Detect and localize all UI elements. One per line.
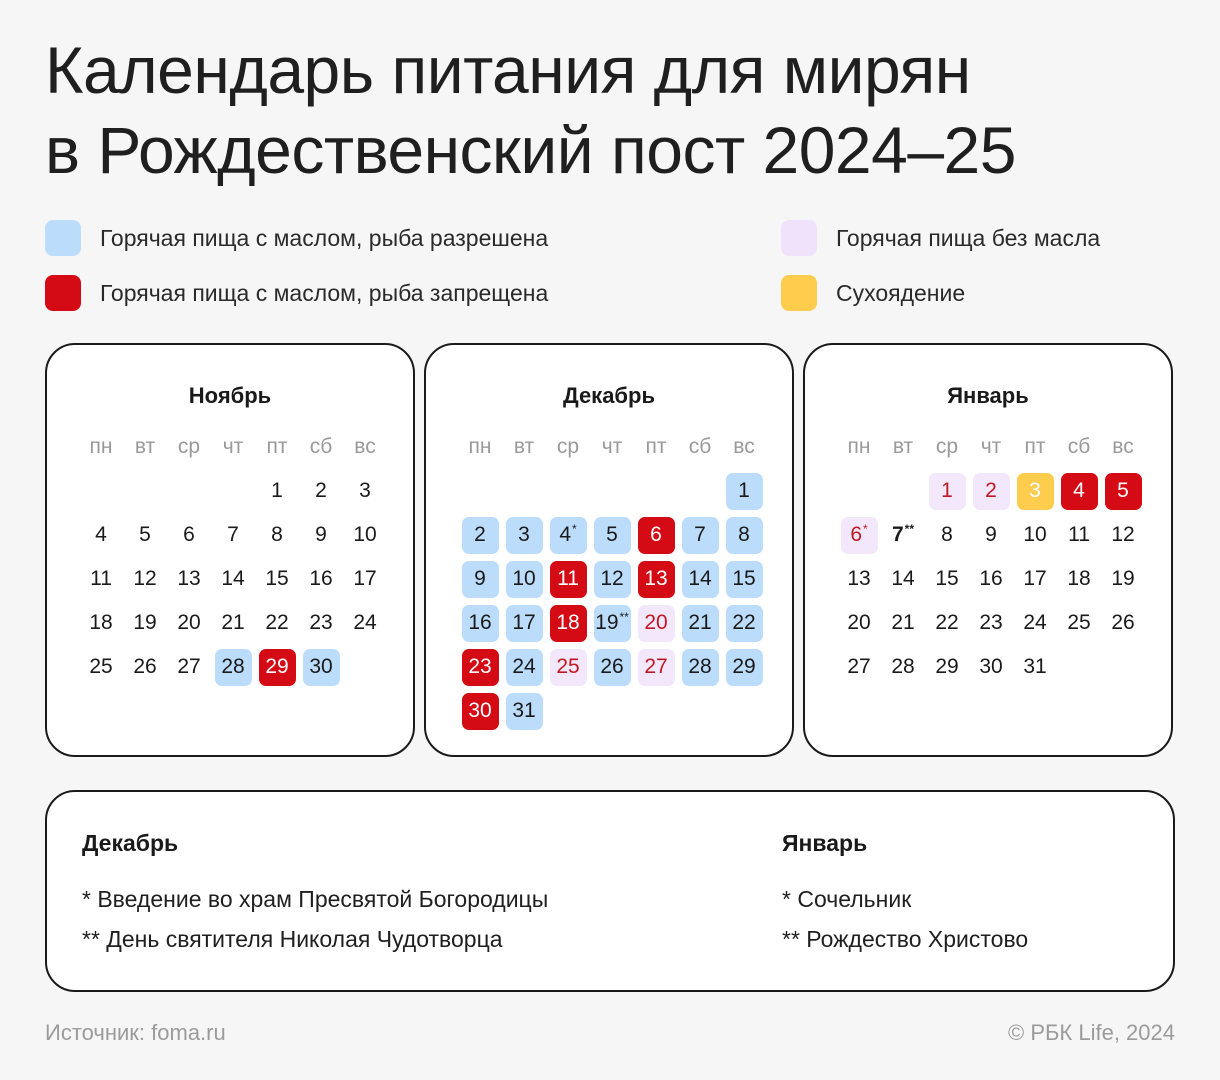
day-number: 18 [89, 611, 113, 634]
day-cell [167, 645, 211, 689]
day-number: 17 [353, 567, 377, 590]
weekday-label: вт [134, 435, 156, 458]
day-number: 13 [177, 567, 201, 590]
source-text: Источник: foma.ru [45, 1020, 226, 1045]
empty-cell [458, 469, 502, 513]
day-cell [1101, 513, 1145, 557]
calendar-december [424, 343, 794, 757]
day-number: 5 [1105, 473, 1142, 510]
day-number: 22 [726, 605, 763, 642]
footnotes-january [782, 830, 1028, 959]
day-number: 7 [227, 523, 239, 546]
day-number: 28 [682, 649, 719, 686]
day-number: 18 [1067, 567, 1091, 590]
day-cell [590, 601, 634, 645]
day-number: 20 [638, 605, 675, 642]
day-cell [299, 601, 343, 645]
day-number: 13 [847, 567, 871, 590]
day-cell [299, 557, 343, 601]
day-cell [255, 469, 299, 513]
day-number: 3 [359, 479, 371, 502]
legend-label: Горячая пища с маслом, рыба запрещена [100, 279, 549, 306]
day-cell [678, 513, 722, 557]
day-number: 10 [353, 523, 377, 546]
footnotes-december [82, 830, 548, 959]
day-cell [167, 557, 211, 601]
day-number: 24 [506, 649, 543, 686]
weekday-label: пт [266, 435, 288, 458]
page-title [45, 30, 1016, 190]
empty-cell [837, 469, 881, 513]
day-cell [678, 557, 722, 601]
day-cell [722, 601, 766, 645]
legend-swatch-fish [45, 220, 81, 256]
day-number: 2 [973, 473, 1010, 510]
day-number: 12 [1111, 523, 1135, 546]
day-number: 2 [315, 479, 327, 502]
month-title: Декабрь [563, 383, 655, 408]
day-number: 7 [682, 517, 719, 554]
day-number: 2 [462, 517, 499, 554]
day-number: 30 [462, 693, 499, 730]
day-cell [969, 557, 1013, 601]
weekday-label: сб [688, 435, 712, 458]
day-number: 17 [1023, 567, 1047, 590]
day-number: 31 [1023, 655, 1047, 678]
day-cell [123, 601, 167, 645]
day-cell [79, 645, 123, 689]
day-cell [1101, 557, 1145, 601]
day-cell [546, 645, 590, 689]
day-cell [969, 469, 1013, 513]
day-cell [1101, 469, 1145, 513]
day-cell [211, 601, 255, 645]
day-cell [837, 513, 881, 557]
legend-dry-eating [781, 274, 965, 312]
day-number: 24 [1023, 611, 1047, 634]
day-number: 14 [682, 561, 719, 598]
day-number: 21 [891, 611, 915, 634]
legend-fish-allowed [45, 219, 548, 257]
day-number: 27 [847, 655, 871, 678]
day-number: 30 [303, 649, 340, 686]
day-number: 25 [1067, 611, 1091, 634]
day-cell [458, 557, 502, 601]
legend-swatch-no-fish [45, 275, 81, 311]
day-number: 18 [550, 605, 587, 642]
day-number: 17 [506, 605, 543, 642]
day-number: 22 [935, 611, 959, 634]
day-cell [1101, 601, 1145, 645]
day-cell [722, 513, 766, 557]
day-number: 9 [315, 523, 327, 546]
day-cell [458, 513, 502, 557]
day-number: 6 [638, 517, 675, 554]
day-cell [1013, 469, 1057, 513]
weekday-label: чт [222, 435, 244, 458]
day-number: 1 [929, 473, 966, 510]
day-cell [881, 513, 925, 557]
day-cell [502, 513, 546, 557]
day-number: 6 * [841, 517, 878, 554]
day-number: 29 [726, 649, 763, 686]
calendar-november [45, 343, 415, 757]
month-title: Январь [947, 383, 1029, 408]
day-cell [881, 645, 925, 689]
day-number: 9 [462, 561, 499, 598]
day-cell [502, 601, 546, 645]
empty-cell [167, 469, 211, 513]
day-number: 20 [847, 611, 871, 634]
weekday-label: пн [89, 435, 113, 458]
footnotes-title: Январь [782, 830, 868, 856]
day-number: 23 [309, 611, 333, 634]
day-number: 11 [1068, 523, 1090, 546]
weekday-label: сб [309, 435, 333, 458]
day-number: 25 [89, 655, 113, 678]
day-number: 1 [726, 473, 763, 510]
day-cell [211, 513, 255, 557]
day-cell [255, 557, 299, 601]
day-number: 15 [935, 567, 959, 590]
day-cell [299, 645, 343, 689]
day-cell [925, 513, 969, 557]
day-number: 15 [726, 561, 763, 598]
day-cell [343, 557, 387, 601]
day-number: 5 [139, 523, 151, 546]
day-number: 19 [1111, 567, 1135, 590]
day-number: 19 ** [594, 605, 631, 642]
empty-cell [546, 469, 590, 513]
day-number: 21 [682, 605, 719, 642]
day-number: 14 [891, 567, 915, 590]
day-number: 29 [259, 649, 296, 686]
footnote-line: * Сочельник [782, 886, 912, 912]
weekday-label: пн [468, 435, 492, 458]
day-cell [590, 513, 634, 557]
day-cell [837, 601, 881, 645]
day-cell [969, 601, 1013, 645]
day-number: 19 [133, 611, 157, 634]
weekday-label: вт [513, 435, 535, 458]
day-number: 15 [265, 567, 289, 590]
legend-label: Горячая пища с маслом, рыба разрешена [100, 224, 549, 251]
day-cell [634, 513, 678, 557]
day-number: 10 [1023, 523, 1047, 546]
day-cell [255, 513, 299, 557]
legend-label: Горячая пища без масла [836, 224, 1101, 251]
day-cell [1013, 513, 1057, 557]
day-number: 28 [891, 655, 915, 678]
empty-cell [211, 469, 255, 513]
day-cell [634, 601, 678, 645]
day-cell [1013, 601, 1057, 645]
day-cell [458, 689, 502, 733]
day-number: 23 [979, 611, 1003, 634]
day-cell [722, 557, 766, 601]
weekday-label: пн [847, 435, 871, 458]
weekday-label: ср [935, 435, 959, 458]
day-number: 27 [638, 649, 675, 686]
day-cell [1057, 557, 1101, 601]
day-cell [925, 601, 969, 645]
weekday-label: пт [1024, 435, 1046, 458]
day-number: 27 [177, 655, 201, 678]
day-cell [79, 513, 123, 557]
day-cell [590, 645, 634, 689]
day-number: 3 [506, 517, 543, 554]
day-cell [458, 645, 502, 689]
day-number: 12 [133, 567, 157, 590]
day-cell [299, 513, 343, 557]
day-number: 22 [265, 611, 289, 634]
day-cell [299, 469, 343, 513]
day-cell [925, 557, 969, 601]
day-cell [1013, 645, 1057, 689]
day-number: 7 ** [891, 522, 915, 546]
day-cell [546, 557, 590, 601]
weekday-label: ср [556, 435, 580, 458]
day-cell [502, 557, 546, 601]
day-number: 11 [550, 561, 587, 598]
day-cell [167, 601, 211, 645]
title-line-1: Календарь питания для мирян [45, 33, 971, 107]
calendar-january [803, 343, 1173, 757]
footnotes-title: Декабрь [82, 830, 179, 856]
day-cell [255, 601, 299, 645]
weekday-label: пт [645, 435, 667, 458]
day-cell [678, 601, 722, 645]
month-grid [837, 425, 1145, 689]
day-number: 16 [309, 567, 333, 590]
day-cell [925, 645, 969, 689]
day-number: 8 [271, 523, 283, 546]
day-cell [502, 689, 546, 733]
day-number: 21 [221, 611, 245, 634]
weekday-label: вс [354, 435, 376, 458]
footnote-line: ** Рождество Христово [782, 926, 1029, 952]
day-cell [123, 557, 167, 601]
footnote-line: * Введение во храм Пресвятой Богородицы [82, 886, 549, 912]
day-cell [211, 557, 255, 601]
day-number: 26 [594, 649, 631, 686]
footnote-line: ** День святителя Николая Чудотворца [82, 926, 503, 952]
day-number: 24 [353, 611, 377, 634]
empty-cell [634, 469, 678, 513]
weekday-label: вс [733, 435, 755, 458]
empty-cell [123, 469, 167, 513]
day-cell [837, 557, 881, 601]
legend-swatch-dry [781, 275, 817, 311]
day-number: 12 [594, 561, 631, 598]
month-grid [79, 425, 387, 689]
day-cell [722, 645, 766, 689]
day-number: 1 [271, 479, 283, 502]
day-cell [678, 645, 722, 689]
empty-cell [881, 469, 925, 513]
day-cell [1057, 513, 1101, 557]
weekday-label: сб [1067, 435, 1091, 458]
empty-cell [502, 469, 546, 513]
empty-cell [79, 469, 123, 513]
day-number: 31 [506, 693, 543, 730]
day-number: 29 [935, 655, 959, 678]
day-cell [634, 557, 678, 601]
day-number: 16 [979, 567, 1003, 590]
day-number: 8 [726, 517, 763, 554]
copyright-text: © РБК Life, 2024 [1008, 1020, 1175, 1045]
day-number: 4 [95, 523, 107, 546]
day-number: 26 [133, 655, 157, 678]
day-cell [881, 557, 925, 601]
day-number: 10 [506, 561, 543, 598]
empty-cell [678, 469, 722, 513]
day-number: 6 [183, 523, 195, 546]
day-cell [343, 469, 387, 513]
day-cell [343, 601, 387, 645]
day-cell [79, 601, 123, 645]
footnotes-card [45, 790, 1175, 992]
day-cell [590, 557, 634, 601]
day-cell [1057, 469, 1101, 513]
day-number: 4 [1061, 473, 1098, 510]
day-number: 9 [985, 523, 997, 546]
weekday-label: чт [601, 435, 623, 458]
day-cell [255, 645, 299, 689]
day-cell [123, 645, 167, 689]
weekday-label: вт [892, 435, 914, 458]
day-number: 28 [215, 649, 252, 686]
day-cell [925, 469, 969, 513]
day-number: 20 [177, 611, 201, 634]
day-cell [343, 513, 387, 557]
day-number: 30 [979, 655, 1003, 678]
day-number: 11 [90, 567, 112, 590]
day-number: 4 * [550, 517, 587, 554]
day-cell [167, 513, 211, 557]
day-cell [546, 601, 590, 645]
day-cell [79, 557, 123, 601]
day-cell [634, 645, 678, 689]
legend-no-oil [781, 219, 1100, 257]
day-cell [502, 645, 546, 689]
day-cell [458, 601, 502, 645]
title-line-2: в Рождественский пост 2024–25 [45, 113, 1016, 187]
legend-swatch-no-oil [781, 220, 817, 256]
day-number: 13 [638, 561, 675, 598]
legend-fish-forbidden [45, 274, 548, 312]
day-cell [1057, 601, 1101, 645]
weekday-label: ср [177, 435, 201, 458]
day-cell [969, 513, 1013, 557]
day-number: 5 [594, 517, 631, 554]
day-cell [546, 513, 590, 557]
day-cell [722, 469, 766, 513]
day-cell [881, 601, 925, 645]
day-cell [969, 645, 1013, 689]
day-number: 14 [221, 567, 245, 590]
month-title: Ноябрь [188, 383, 272, 408]
day-number: 25 [550, 649, 587, 686]
day-cell [123, 513, 167, 557]
day-number: 8 [941, 523, 953, 546]
month-grid [458, 425, 766, 733]
day-number: 3 [1017, 473, 1054, 510]
day-number: 26 [1111, 611, 1135, 634]
weekday-label: вс [1112, 435, 1134, 458]
weekday-label: чт [980, 435, 1002, 458]
empty-cell [590, 469, 634, 513]
day-number: 23 [462, 649, 499, 686]
legend-label: Сухоядение [836, 279, 966, 306]
day-cell [1013, 557, 1057, 601]
day-number: 16 [462, 605, 499, 642]
day-cell [211, 645, 255, 689]
day-cell [837, 645, 881, 689]
